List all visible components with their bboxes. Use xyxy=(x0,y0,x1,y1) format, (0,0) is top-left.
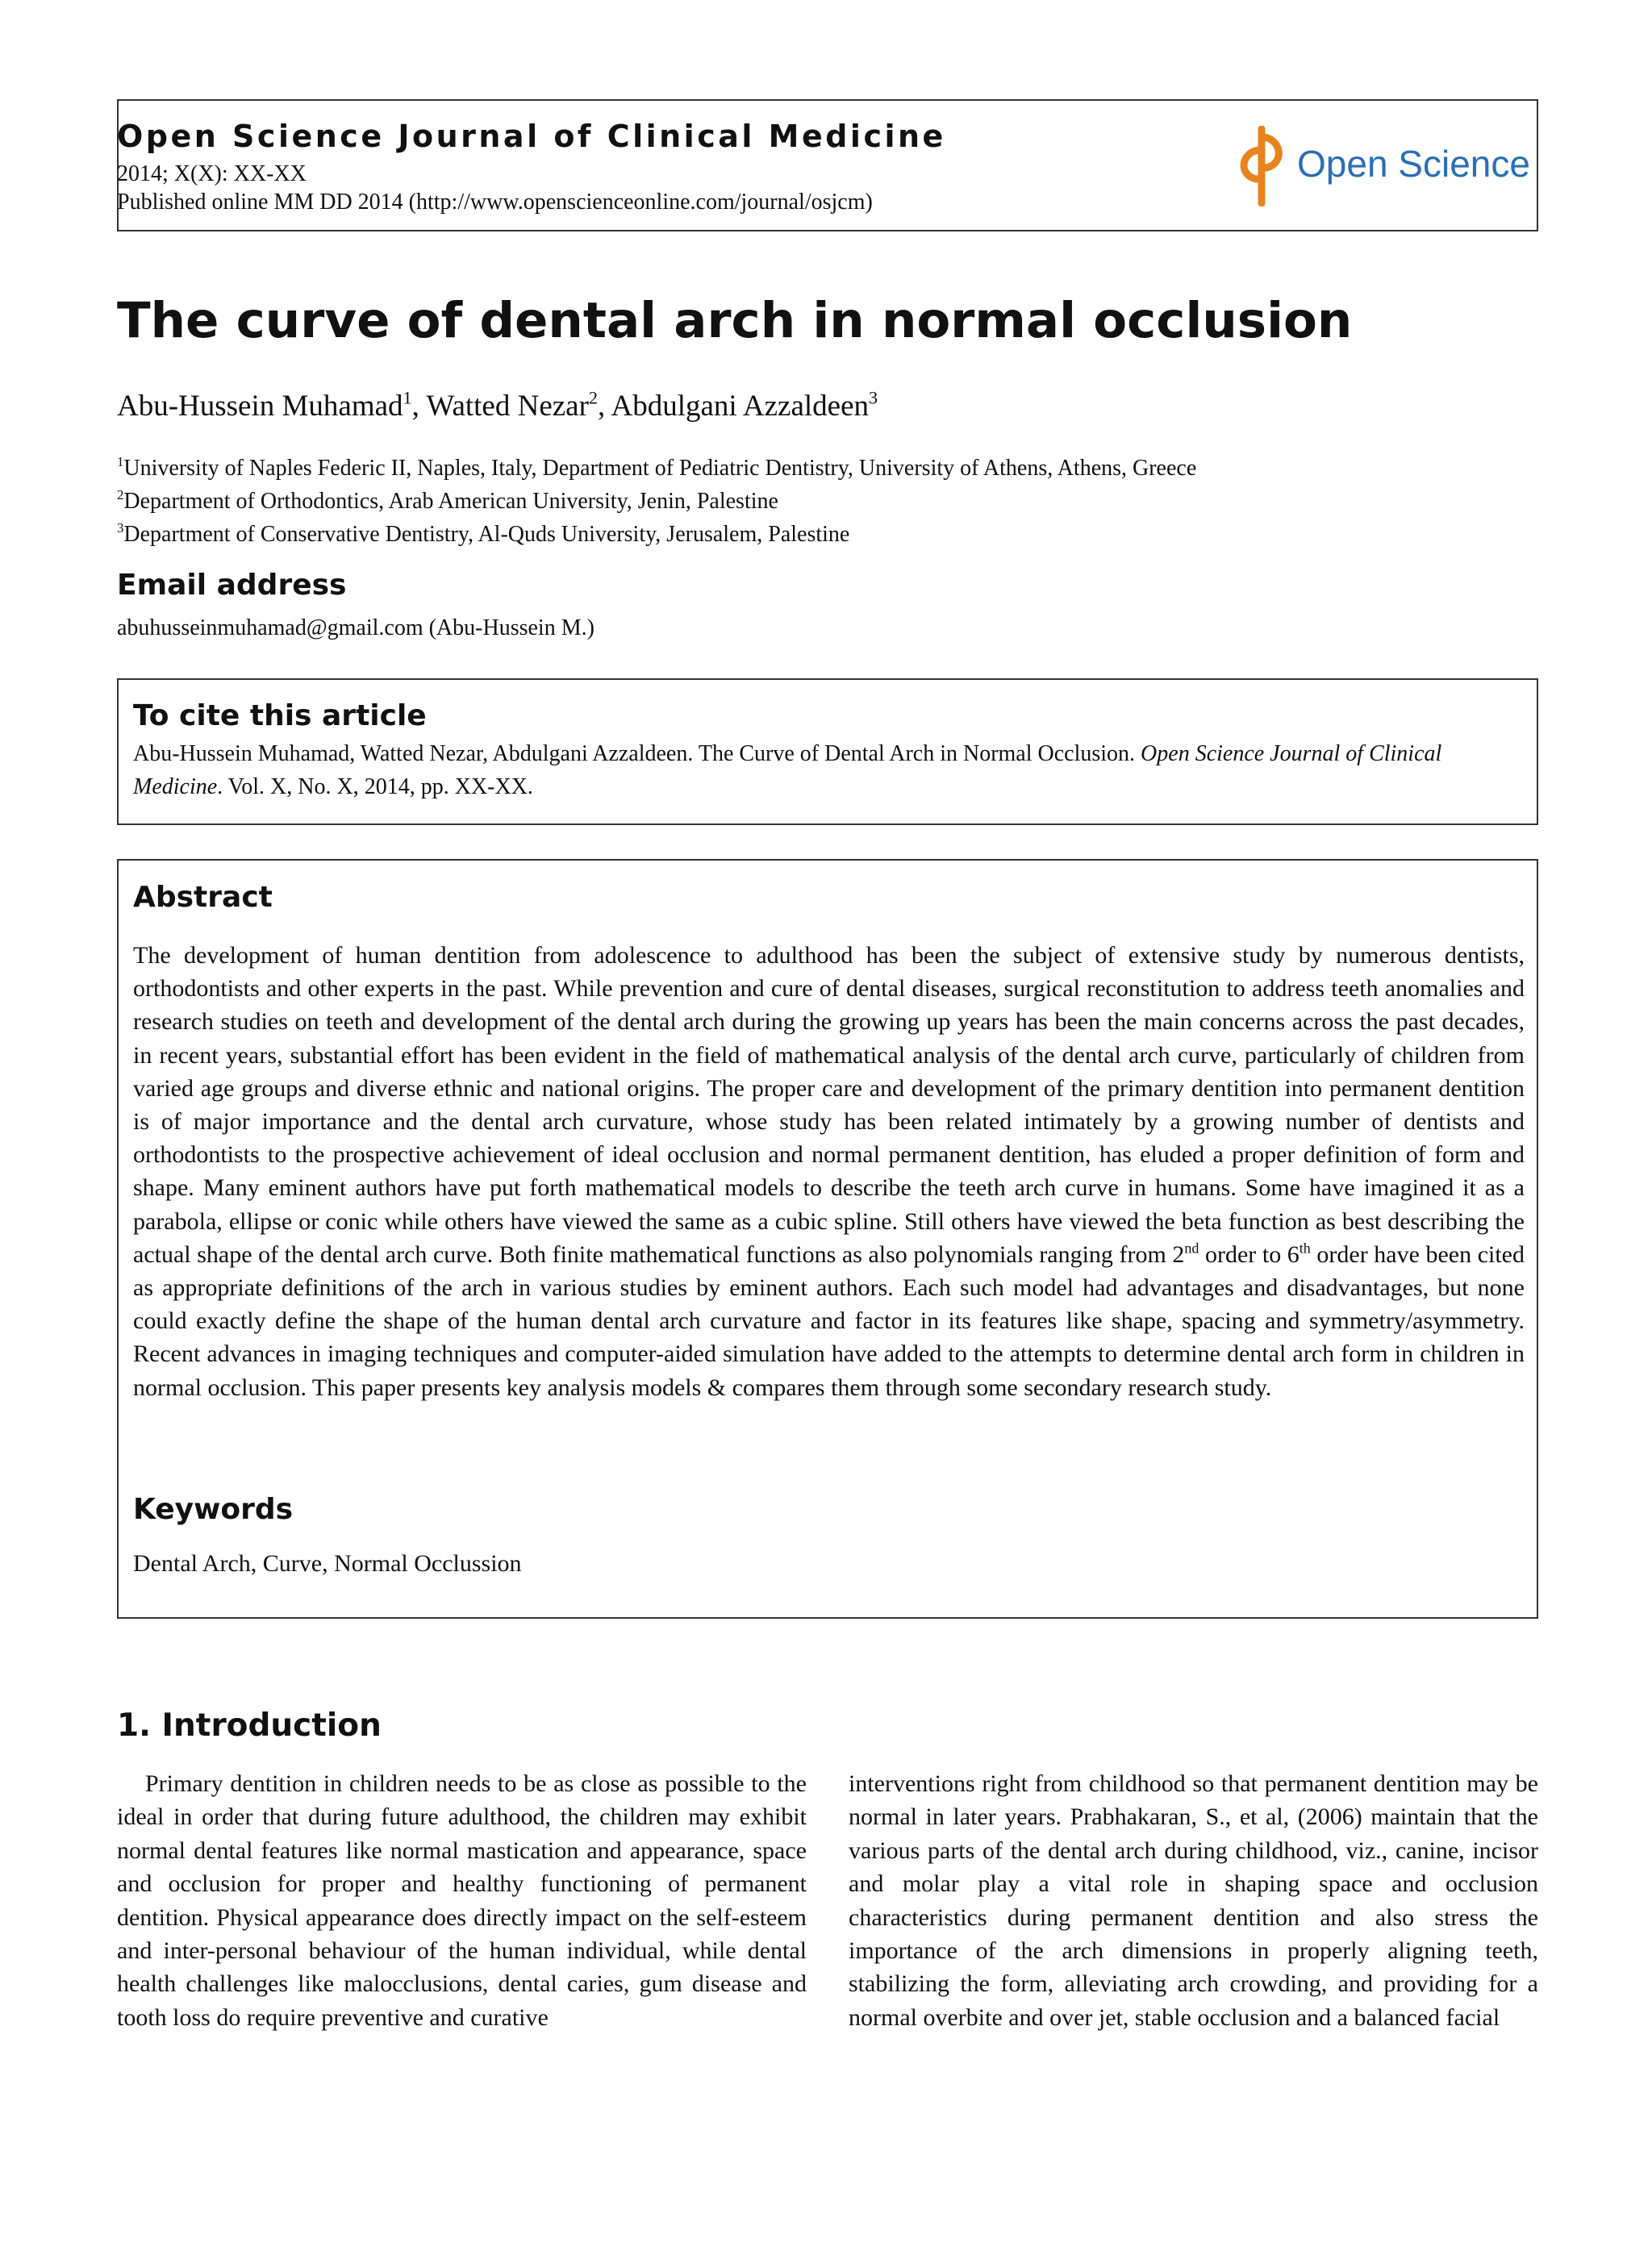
journal-name: Open Science Journal of Clinical Medicine xyxy=(117,119,946,154)
email-address[interactable]: abuhusseinmuhamad@gmail.com (Abu-Hussein M.) xyxy=(117,615,594,640)
abstract-heading: Abstract xyxy=(133,881,273,914)
author-sup: 2 xyxy=(588,387,599,408)
cite-journal: Open Science Journal of Clinical Medicine xyxy=(133,741,1442,799)
abstract-text xyxy=(133,939,1525,1404)
author-list xyxy=(117,389,878,423)
open-science-logo-icon xyxy=(1233,126,1289,206)
email-heading: Email address xyxy=(117,569,347,602)
journal-published-line: Published online MM DD 2014 (http://www.openscienceonline.com/journal/osjcm) xyxy=(117,190,873,215)
author-separator: , xyxy=(411,390,427,423)
author-sup: 3 xyxy=(869,387,878,408)
intro-column-left: Primary dentition in children needs to be as close as possible to the ideal in order that during future adulthood, the children may exhibit normal dental features like normal mastication and appearance, space and occlusion for proper and healthy functioning of permanent dentition. Physical appearance does directly impact on the self-esteem and inter-personal behaviour of the human individual, while dental health challenges like malocclusions, dental caries, gum disease and tooth loss do require preventive and curative xyxy=(117,1770,807,2031)
author-separator: , xyxy=(598,390,611,423)
cite-main: Abu-Hussein Muhamad, Watted Nezar, Abdulgani Azzaldeen. The Curve of Dental Arch in Normal Occlusion. xyxy=(133,741,1141,766)
affiliation xyxy=(117,456,1196,482)
affiliation-text: University of Naples Federic II, Naples, Italy, Department of Pediatric Dentistry, University of Athens, Athens, Greece xyxy=(123,456,1197,481)
author-name: Abdulgani Azzaldeen xyxy=(611,390,870,423)
abstract-part3: order have been cited as appropriate definitions of the arch in various studies by eminent authors. Each such model had advantages and disadvantages, but none could exactly define the shape of the human dental arch curvature and factor in its features like shape, spacing and symmetry/asymmetry. Recent advances in imaging techniques and computer-aided simulation have added to the attempts to determine dental arch form in children in normal occlusion. This paper presents key analysis models & compares them through some secondary research study. xyxy=(133,1240,1525,1401)
abstract-sup: nd xyxy=(1184,1240,1199,1257)
affiliation-sup: 3 xyxy=(117,520,124,536)
affiliation-text: Department of Orthodontics, Arab American University, Jenin, Palestine xyxy=(123,489,778,514)
cite-text xyxy=(133,737,1525,803)
journal-issue: 2014; X(X): XX-XX xyxy=(117,161,307,186)
affiliation xyxy=(117,489,778,515)
abstract-part2: order to 6 xyxy=(1199,1240,1299,1268)
logo-text: Open Science xyxy=(1297,143,1530,185)
abstract-sup: th xyxy=(1299,1240,1311,1257)
author-name: Abu-Hussein Muhamad xyxy=(117,390,403,423)
abstract-part1: The development of human dentition from adolescence to adulthood has been the subject of extensive study by numerous dentists, orthodontists and other experts in the past. While prevention and cure of dental diseases, surgical reconstitution to address teeth anomalies and research studies on teeth and development of the dental arch during the growing up years has been the main concerns across the past decades, in recent years, substantial effort has been evident in the field of mathematical analysis of the dental arch curve, particularly of children from varied age groups and diverse ethnic and national origins. The proper care and development of the primary dentition into permanent dentition is of major importance and the dental arch curvature, whose study has been related intimately by a growing number of dentists and orthodontists to the prospective achievement of ideal occlusion and normal permanent dentition, has eluded a proper definition of form and shape. Many eminent authors have put forth mathematical models to describe the teeth arch curve in humans. Some have imagined it as a parabola, ellipse or conic while others have viewed the same as a cubic spline. Still others have viewed the beta function as best describing the actual shape of the dental arch curve. Both finite mathematical functions as also polynomials ranging from 2 xyxy=(133,942,1525,1268)
keywords-text: Dental Arch, Curve, Normal Occlussion xyxy=(133,1550,522,1577)
open-science-logo xyxy=(1233,126,1530,206)
author-sup: 1 xyxy=(403,387,412,408)
cite-heading: To cite this article xyxy=(133,699,427,732)
cite-tail: . Vol. X, No. X, 2014, pp. XX-XX. xyxy=(217,774,533,799)
author-name: Watted Nezar xyxy=(426,390,589,423)
intro-column-right: interventions right from childhood so that permanent dentition may be normal in later years. Prabhakaran, S., et al, (2006) maintain that the various parts of the dental arch during childhood, viz., canine, incisor and molar play a vital role in shaping space and occlusion characteristics during permanent dentition and also stress the importance of the arch dimensions in properly aligning teeth, stabilizing the form, alleviating arch crowding, and providing for a normal overbite and over jet, stable occlusion and a balanced facial xyxy=(849,1770,1538,2031)
affiliation-text: Department of Conservative Dentistry, Al-Quds University, Jerusalem, Palestine xyxy=(123,522,850,547)
section-heading-introduction: 1. Introduction xyxy=(117,1707,382,1744)
affiliation xyxy=(117,522,849,548)
affiliation-sup: 1 xyxy=(117,454,124,470)
affiliation-sup: 2 xyxy=(117,487,124,503)
paper-title: The curve of dental arch in normal occlusion xyxy=(117,292,1353,349)
keywords-heading: Keywords xyxy=(133,1493,294,1526)
